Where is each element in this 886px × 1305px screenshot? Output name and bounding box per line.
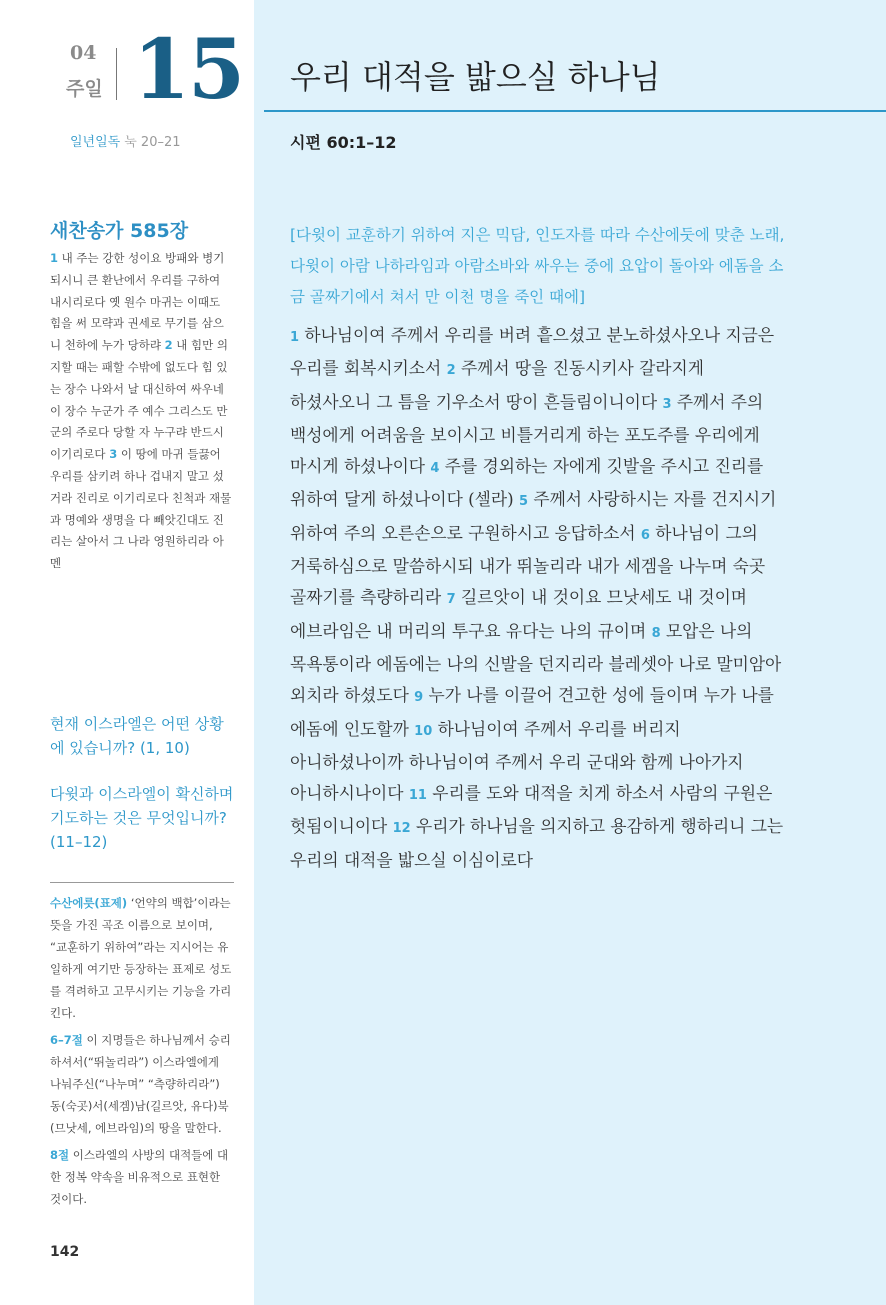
reading-plan bbox=[70, 131, 181, 150]
note-item bbox=[50, 1029, 232, 1139]
verse-text: 우리가 하나님을 의지하고 용감하게 행하리니 그는 우리의 대적을 밟으실 이심이로다 bbox=[290, 816, 784, 870]
note-key: 수산에릇(표제) bbox=[50, 896, 128, 910]
verse-text: 하나님이 그의 거룩하심으로 말씀하시되 내가 뛰놀리라 내가 세겜을 나누며 숙곳 골짜기를 측량하리라 bbox=[290, 522, 766, 608]
verse-text: 길르앗이 내 것이요 므낫세도 내 것이며 에브라임은 내 머리의 투구요 유다는 나의 규이며 bbox=[290, 587, 748, 641]
header-divider bbox=[116, 48, 117, 100]
reading-label: 일년일독 bbox=[70, 135, 121, 150]
verse-text: 주께서 사랑하시는 자를 건지시기 위하여 주의 오른손으로 구원하시고 응답하소서 bbox=[290, 489, 777, 543]
verse-number: 10 bbox=[414, 723, 433, 739]
note-key: 6–7절 bbox=[50, 1033, 83, 1047]
hymn-verse-text: 내 주는 강한 성이요 방패와 병기되시니 큰 환난에서 우리를 구하여 내시리로다 옛 원수 마귀는 이때도 힘을 써 모략과 권세로 무기를 삼으니 천하에 누가 당하랴 bbox=[50, 251, 225, 353]
note-key: 8절 bbox=[50, 1148, 70, 1162]
verse-number: 5 bbox=[518, 494, 529, 510]
verse-number: 3 bbox=[662, 396, 672, 412]
day-number: 15 bbox=[133, 22, 244, 118]
week-number: 04 bbox=[70, 42, 97, 64]
verse-number: 8 bbox=[651, 625, 661, 641]
verse-number: 4 bbox=[430, 461, 440, 477]
hymn-lyrics bbox=[50, 248, 232, 575]
verse-text: 우리를 도와 대적을 치게 하소서 사람의 구원은 헛됨이니이다 bbox=[290, 783, 773, 837]
hymn-verse-number: 1 bbox=[50, 251, 59, 265]
page-title: 우리 대적을 밟으실 하나님 bbox=[290, 58, 661, 96]
verse-text: 주를 경외하는 자에게 깃발을 주시고 진리를 위하여 달게 하셨나이다 (셀라) bbox=[290, 456, 764, 510]
verse-text: 주께서 주의 백성에게 어려움을 보이시고 비틀거리게 하는 포도주를 우리에게 마시게 하셨나이다 bbox=[290, 391, 764, 477]
verse-number: 1 bbox=[290, 330, 300, 345]
verse-text: 누가 나를 이끌어 견고한 성에 들이며 누가 나를 에돔에 인도할까 bbox=[290, 685, 774, 739]
hymn-verse-text: 내 힘만 의지할 때는 패할 수밖에 없도다 힘 있는 장수 나와서 날 대신하여 싸우네 이 장수 누군가 주 예수 그리스도 만군의 주로다 당할 자 누구랴 반드시 이기리로다 bbox=[50, 338, 229, 462]
reading-ref: 눅 20–21 bbox=[124, 135, 181, 150]
hymn-verse-number: 3 bbox=[109, 447, 118, 462]
page-number: 142 bbox=[50, 1244, 80, 1260]
scripture-text bbox=[290, 320, 790, 876]
question-1: 현재 이스라엘은 어떤 상황에 있습니까? (1, 10) bbox=[50, 715, 224, 757]
verse-number: 2 bbox=[446, 363, 456, 379]
study-notes bbox=[50, 892, 232, 1215]
verse-text: 하나님이여 주께서 우리를 버려 흩으셨고 분노하셨사오나 지금은 우리를 회복시키소서 bbox=[290, 325, 775, 379]
verse-number: 7 bbox=[446, 592, 456, 608]
note-item bbox=[50, 892, 232, 1024]
note-text: 이스라엘의 사방의 대적들에 대한 정복 약속을 비유적으로 표현한 것이다. bbox=[50, 1148, 229, 1206]
verse-number: 9 bbox=[414, 690, 424, 706]
hymn-verse-text: 이 땅에 마귀 들끓어 우리를 삼키려 하나 겁내지 말고 섰거라 진리로 이기리로다 친척과 재물과 명예와 생명을 다 빼앗긴대도 진리는 살아서 그 나라 영원하리라 아멘 bbox=[50, 447, 232, 571]
verse-number: 11 bbox=[408, 788, 427, 804]
note-text: 이 지명들은 하나님께서 승리하셔서(“뛰놀리라”) 이스라엘에게 나눠주신(“나누며” “측량하리라”) 동(숙곳)서(세겜)남(길르앗, 유다)북(므낫세, 에브라임)의 땅을 말한다. bbox=[50, 1033, 231, 1135]
psalm-superscription: [다윗이 교훈하기 위하여 지은 믹담, 인도자를 따라 수산에둣에 맞춘 노래, 다윗이 아람 나하라임과 아람소바와 싸우는 중에 요압이 돌아와 에돔을 소금 골짜기에서 쳐서 만 이천 명을 죽인 때에] bbox=[290, 226, 785, 306]
note-text: ‘언약의 백합’이라는 뜻을 가진 곡조 이름으로 보이며, “교훈하기 위하여”라는 지시어는 유일하게 여기만 등장하는 표제로 성도를 격려하고 고무시키는 기능을 가리킨다. bbox=[50, 896, 232, 1020]
hymn-verse-number: 2 bbox=[164, 338, 173, 353]
title-underline bbox=[264, 110, 886, 112]
sidebar bbox=[0, 0, 254, 1305]
verse-number: 6 bbox=[640, 527, 650, 543]
scripture-reference: 시편 60:1–12 bbox=[290, 133, 397, 152]
note-item bbox=[50, 1144, 232, 1210]
verse-text: 하나님이여 주께서 우리를 버리지 아니하셨나이까 하나님이여 주께서 우리 군대와 함께 나아가지 아니하시나이다 bbox=[290, 718, 744, 804]
question-2: 다윗과 이스라엘이 확신하며 기도하는 것은 무엇입니까? (11–12) bbox=[50, 785, 234, 851]
verse-text: 모압은 나의 목욕통이라 에돔에는 나의 신발을 던지리라 블레셋아 나로 말미암아 외치라 하셨도다 bbox=[290, 620, 782, 706]
notes-divider bbox=[50, 882, 234, 883]
verse-text: 주께서 땅을 진동시키사 갈라지게 하셨사오니 그 틈을 기우소서 땅이 흔들림이니이다 bbox=[290, 358, 704, 412]
week-label: 주일 bbox=[66, 78, 103, 100]
hymn-title: 새찬송가 585장 bbox=[50, 220, 189, 242]
verse-number: 12 bbox=[392, 821, 411, 837]
